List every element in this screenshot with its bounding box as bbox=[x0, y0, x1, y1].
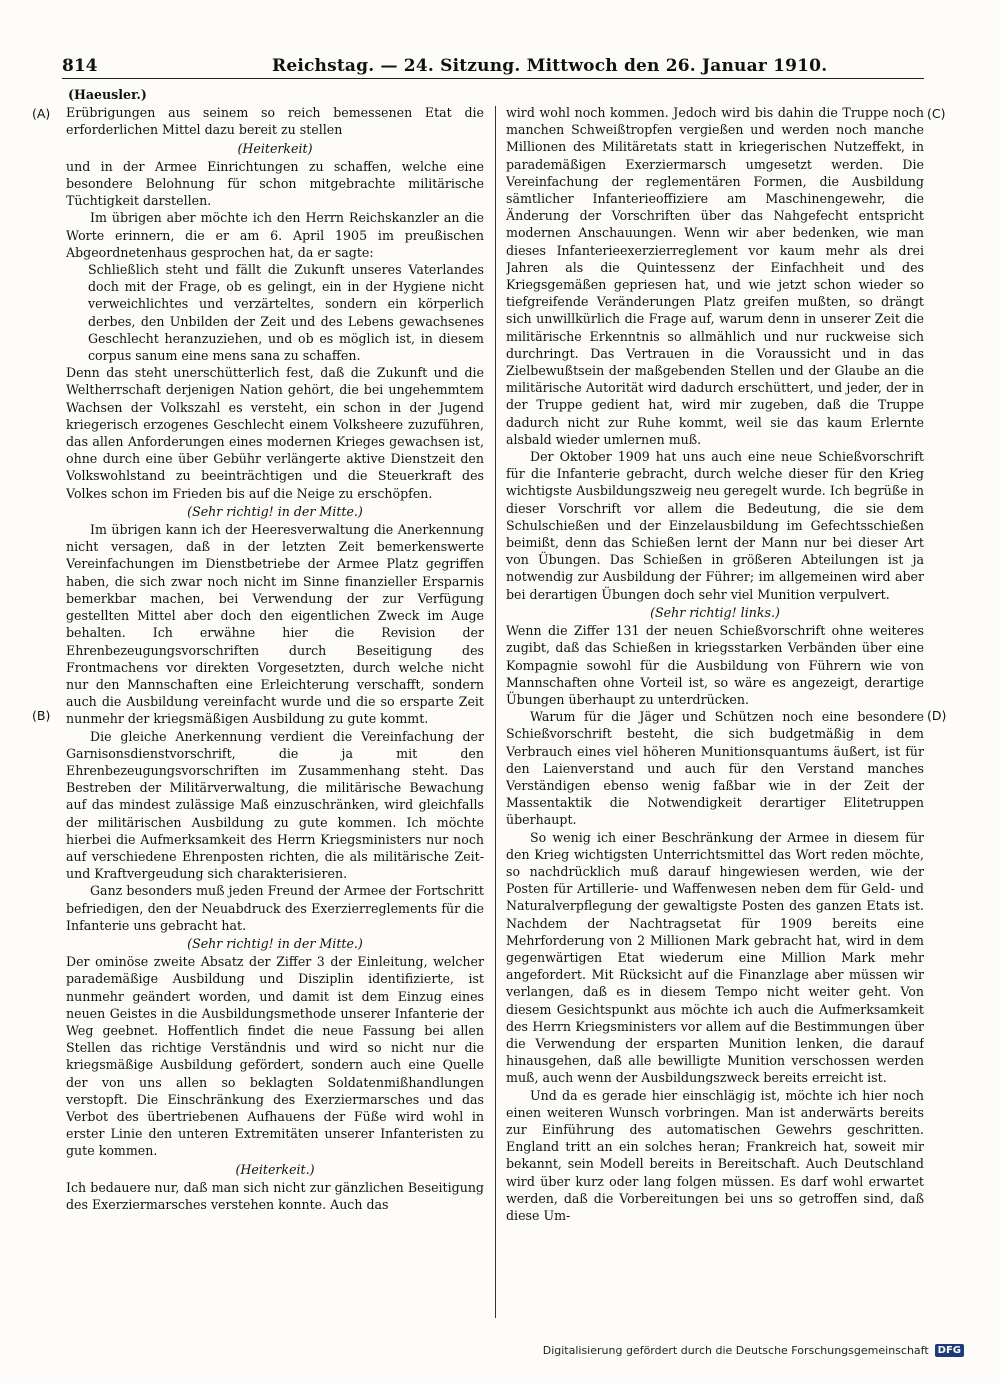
paragraph: Der Oktober 1909 hat uns auch eine neue Schießvorschrift für die Infanterie gebracht, durch welche dieser für den Krieg wichtigste Ausbildungszweig neu geregelt wurde. Ich begrüße in dieser Vorschrift vor allem die Bedeutung, die sie dem Schulschießen und der Einzelausbildung im Gefechtsschießen beimißt, denn das Schießen lernt der Mann nur bei dieser Art von Übungen. Das Schießen in größeren Abteilungen ist ja notwendig zur Ausbildung der Führer; im allgemeinen wird aber bei derartigen Übungen doch sehr viel Munition verpulvert. bbox=[506, 449, 924, 602]
running-head: Reichstag. — 24. Sitzung. Mittwoch den 26. Januar 1910. bbox=[272, 56, 828, 76]
margin-marker-c: (C) bbox=[927, 106, 946, 121]
right-column bbox=[506, 104, 924, 1344]
paragraph: Wenn die Ziffer 131 der neuen Schießvorschrift ohne weiteres zugibt, daß das Schießen in kriegsstarken Verbänden über eine Kompagnie sowohl für die Ausbildung von Führern wie von Mannschaften ohne Vorteil ist, so wäre es angezeigt, derartige Übungen überhaupt zu unterdrücken. bbox=[506, 623, 924, 707]
paragraph: Ganz besonders muß jeden Freund der Armee der Fortschritt befriedigen, den der Neuabdruck des Exerzierreglements für die Infanterie uns gebracht hat. bbox=[66, 883, 484, 933]
paragraph: Schließlich steht und fällt die Zukunft unseres Vaterlandes doch mit der Frage, ob es gelingt, ein in der Hygiene nicht verweichlichtes und verzärteltes, sondern ein körperlich derbes, den Unbilden der Zeit und des Lebens gewachsenes Geschlecht heranzuziehen, und ob es möglich ist, in diesem corpus sanum eine mens sana zu schaffen. bbox=[88, 262, 484, 364]
paragraph: Der ominöse zweite Absatz der Ziffer 3 der Einleitung, welcher parademäßige Ausbildung und Disziplin identifizierte, ist nunmehr geändert worden, und damit ist dem Einzug eines neuen Geistes in die Ausbildungsmethode unserer Infanterie der Weg geebnet. Hoffentlich findet die neue Fassung bei allen Stellen das richtige Verständnis und wird so nicht nur die kriegsmäßige Ausbildung gefördert, sondern auch eine Quelle der von uns allen so beklagten Soldatenmißhandlungen verstopft. Die Einschränkung des Exerziermarsches und das Verbot des übertriebenen Aufhauens der Füße wird wohl in erster Linie den unteren Extremitäten unserer Infanteristen zu gute kommen. bbox=[66, 954, 484, 1159]
paragraph: Erübrigungen aus seinem so reich bemessenen Etat die erforderlichen Mittel dazu bereit zu stellen bbox=[66, 105, 484, 138]
margin-marker-b: (B) bbox=[32, 708, 51, 723]
paragraph: Und da es gerade hier einschlägig ist, möchte ich hier noch einen weiteren Wunsch vorbringen. Man ist anderwärts bereits zur Einführung des automatischen Gewehrs geschritten. England tritt an ein solches heran; Frankreich hat, soweit mir bekannt, sein Modell bereits in Bereitschaft. Auch Deutschland wird über kurz oder lang folgen müssen. Es darf wohl erwartet werden, daß die Vorbereitungen bei uns so getroffen sind, daß diese Um- bbox=[506, 1087, 924, 1223]
page-number: 814 bbox=[62, 56, 98, 76]
paragraph: Die gleiche Anerkennung verdient die Vereinfachung der Garnisonsdienstvorschrift, die ja mit den Ehrenbezeugungsvorschriften im Zusammenhang steht. Das Bestreben der Militärverwaltung, die militärische Bewachung auf das mindest zulässige Maß einzuschränken, wird gleichfalls der militärischen Ausbildung zu gute kommen. Ich möchte hierbei die Aufmerksamkeit des Herrn Kriegsministers nur noch auf verschiedene Ehrenposten richten, die als militärische Zeit- und Kraftvergeudung sich charakterisieren. bbox=[66, 728, 484, 882]
interjection: (Sehr richtig! in der Mitte.) bbox=[187, 503, 363, 519]
paragraph: Im übrigen aber möchte ich den Herrn Reichskanzler an die Worte erinnern, die er am 6. April 1905 im preußischen Abgeordnetenhaus gesprochen hat, da er sagte: bbox=[66, 210, 484, 260]
margin-marker-d: (D) bbox=[927, 708, 947, 723]
interjection: (Heiterkeit) bbox=[237, 140, 313, 156]
paragraph: und in der Armee Einrichtungen zu schaffen, welche eine besondere Belohnung für schon mitgebrachte militärische Tüchtigkeit darstellen. bbox=[66, 158, 484, 209]
paragraph: Im übrigen kann ich der Heeresverwaltung die Anerkennung nicht versagen, daß in der letzten Zeit bemerkenswerte Vereinfachungen im Dienstbetriebe der Armee Platz gegriffen haben, die sich zwar noch nicht im Sinne finanzieller Ersparnis bemerkbar machen, bei Verwendung der zur Verfügung gestellten Mittel aber doch den eigentlichen Zweck im Auge behalten. Ich erwähne hier die Revision der Ehrenbezeugungsvorschriften durch Beseitigung des Frontmachens vor direkten Vorgesetzten, durch welche nicht nur den Mannschaften eine Erleichterung verschafft, sondern auch die Ausbildung vereinfacht wurde und die so ersparte Zeit nunmehr der kriegsmäßigen Ausbildung zu gute kommt. bbox=[66, 522, 484, 727]
speaker-label: (Haeusler.) bbox=[68, 87, 147, 102]
interjection: (Sehr richtig! in der Mitte.) bbox=[187, 935, 363, 951]
credit-text: Digitalisierung gefördert durch die Deutsche Forschungsgemeinschaft bbox=[542, 1344, 929, 1357]
interjection: (Sehr richtig! links.) bbox=[650, 604, 780, 620]
left-column bbox=[66, 86, 484, 1326]
digitization-credit bbox=[543, 1344, 964, 1357]
interjection: (Heiterkeit.) bbox=[235, 1161, 315, 1177]
paragraph: wird wohl noch kommen. Jedoch wird bis dahin die Truppe noch manchen Schweißtropfen vergießen und werden noch manche Millionen des Militäretats statt in kriegerischen Nutzeffekt, in parademäßigen Exerziermarsch umgesetzt werden. Die Vereinfachung der reglementären Formen, die Ausbildung sämtlicher Infanterieoffiziere am Maschinengewehr, die Änderung der Vorschriften über das Nahgefecht entspricht modernen Anschauungen. Wenn wir aber bedenken, wie man dieses Infanterieexerzierreglement vor kaum mehr als drei Jahren als die Quintessenz der Einfachheit und des Kriegsgemäßen gepriesen hat, und wie jetzt schon wieder so tiefgreifende Veränderungen Platz greifen mußten, so drängt sich unwillkürlich die Frage auf, warum denn in unserer Zeit die militärische Erkenntnis so allmählich und nur ruckweise sich durchringt. Das Vertrauen in die Voraussicht und in das Zielbewußtsein der maßgebenden Stellen und der Glaube an die militärische Autorität wird dadurch erschüttert, und jeder, der in der Truppe gedient hat, wird mir zugeben, daß die Truppe dadurch nicht zur Ruhe kommt, weil sie das kaum Erlernte alsbald wieder umlernen muß. bbox=[506, 105, 924, 447]
paragraph: Denn das steht unerschütterlich fest, daß die Zukunft und die Weltherrschaft derjenigen Nation gehört, die bei ungehemmtem Wachsen der Volkszahl es versteht, ein schon in der Jugend kriegerisch erzogenes Geschlecht einem Volksheere zuzuführen, das allen Anforderungen eines modernen Krieges gewachsen ist, ohne durch eine über Gebühr verlängerte aktive Dienstzeit den Volkswohlstand zu beeinträchtigen und die Steuerkraft des Volkes schon im Frieden bis auf die Neige zu erschöpfen. bbox=[66, 365, 484, 501]
page-header bbox=[62, 56, 924, 79]
column-divider bbox=[495, 106, 496, 1318]
paragraph: Ich bedauere nur, daß man sich nicht zur gänzlichen Beseitigung des Exerziermarsches verstehen konnte. Auch das bbox=[66, 1179, 484, 1212]
paragraph: Warum für die Jäger und Schützen noch eine besondere Schießvorschrift besteht, die sich budgetmäßig in dem Verbrauch eines viel höheren Munitionsquantums äußert, ist für den Laienverstand und auch für den Verstand manches Verständigen ebenso wenig faßbar wie in der Zeit der Massentaktik die Notwendigkeit derartiger Elitetruppen überhaupt. bbox=[506, 709, 924, 828]
margin-marker-a: (A) bbox=[32, 106, 51, 121]
dfg-logo: DFG bbox=[935, 1344, 964, 1357]
paragraph: So wenig ich einer Beschränkung der Armee in diesem für den Krieg wichtigsten Unterrichtsmittel das Wort reden möchte, so nachdrücklich muß darauf hingewiesen werden, wie der Posten für Artillerie- und Waffenwesen neben dem für Geld- und Naturalverpflegung der gewaltigste Posten des ganzen Etats ist. Nachdem der Nachtragsetat für 1909 bereits eine Mehrforderung von 2 Millionen Mark gebracht hat, wird in dem gegenwärtigen Etat wiederum eine Million Mark mehr angefordert. Mit Rücksicht auf die Finanzlage aber müssen wir verlangen, daß es in diesem Tempo nicht weiter geht. Von diesem Gesichtspunkt aus möchte ich auch die Aufmerksamkeit des Herrn Kriegsministers vor allem auf die Bestimmungen über die Verwendung der ersparten Munition lenken, die darauf hinausgehen, daß alle bewilligte Munition verschossen werden muß, auch wenn der Ausbildungszweck bereits erreicht ist. bbox=[506, 829, 924, 1086]
